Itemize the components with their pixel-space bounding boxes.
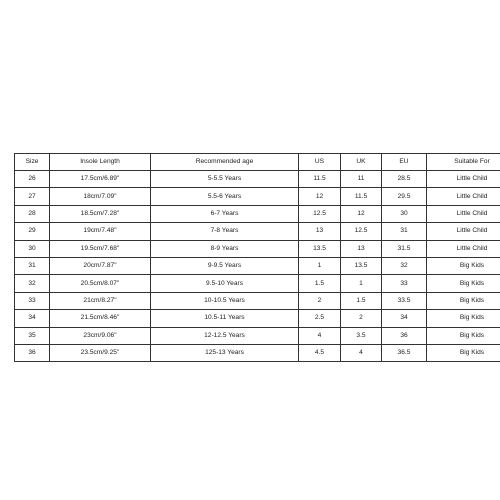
cell-us: 13.5 [299, 240, 341, 257]
cell-size: 31 [15, 257, 50, 274]
cell-eu: 36 [382, 327, 427, 344]
cell-size: 27 [15, 188, 50, 205]
cell-recommended-age: 9-9.5 Years [151, 257, 299, 274]
cell-uk: 1.5 [341, 292, 382, 309]
cell-suitable-for: Big Kids [427, 310, 500, 327]
cell-us: 1 [299, 257, 341, 274]
cell-suitable-for: Little Child [427, 223, 500, 240]
cell-recommended-age: 5-5.5 Years [151, 171, 299, 188]
cell-suitable-for: Little Child [427, 205, 500, 222]
cell-size: 34 [15, 310, 50, 327]
cell-insole-length: 21cm/8.27" [50, 292, 151, 309]
size-chart-table [14, 153, 500, 362]
cell-recommended-age: 5.5-6 Years [151, 188, 299, 205]
cell-suitable-for: Big Kids [427, 292, 500, 309]
cell-uk: 11.5 [341, 188, 382, 205]
cell-suitable-for: Big Kids [427, 327, 500, 344]
cell-recommended-age: 10.5-11 Years [151, 310, 299, 327]
header-eu: EU [382, 154, 427, 171]
cell-eu: 34 [382, 310, 427, 327]
cell-suitable-for: Big Kids [427, 275, 500, 292]
cell-eu: 33.5 [382, 292, 427, 309]
header-suitable-for: Suitable For [427, 154, 500, 171]
cell-insole-length: 19cm/7.48" [50, 223, 151, 240]
cell-us: 2.5 [299, 310, 341, 327]
header-row [15, 154, 500, 171]
cell-suitable-for: Big Kids [427, 257, 500, 274]
cell-recommended-age: 125-13 Years [151, 344, 299, 361]
cell-uk: 12.5 [341, 223, 382, 240]
table-row [15, 188, 500, 205]
cell-suitable-for: Little Child [427, 188, 500, 205]
cell-insole-length: 18.5cm/7.28" [50, 205, 151, 222]
cell-uk: 2 [341, 310, 382, 327]
cell-eu: 31 [382, 223, 427, 240]
cell-eu: 30 [382, 205, 427, 222]
cell-recommended-age: 6-7 Years [151, 205, 299, 222]
header-recommended-age: Recommended age [151, 154, 299, 171]
cell-size: 32 [15, 275, 50, 292]
cell-size: 26 [15, 171, 50, 188]
table-row [15, 292, 500, 309]
cell-eu: 36.5 [382, 344, 427, 361]
cell-us: 1.5 [299, 275, 341, 292]
cell-uk: 13 [341, 240, 382, 257]
cell-uk: 3.5 [341, 327, 382, 344]
cell-uk: 11 [341, 171, 382, 188]
cell-us: 12 [299, 188, 341, 205]
table-row [15, 257, 500, 274]
table-row [15, 223, 500, 240]
cell-suitable-for: Little Child [427, 171, 500, 188]
cell-us: 2 [299, 292, 341, 309]
cell-insole-length: 20cm/7.87" [50, 257, 151, 274]
cell-uk: 12 [341, 205, 382, 222]
cell-size: 29 [15, 223, 50, 240]
cell-size: 36 [15, 344, 50, 361]
cell-size: 28 [15, 205, 50, 222]
cell-us: 13 [299, 223, 341, 240]
cell-size: 33 [15, 292, 50, 309]
cell-size: 35 [15, 327, 50, 344]
cell-recommended-age: 12-12.5 Years [151, 327, 299, 344]
header-size: Size [15, 154, 50, 171]
cell-recommended-age: 8-9 Years [151, 240, 299, 257]
table-row [15, 205, 500, 222]
cell-eu: 31.5 [382, 240, 427, 257]
header-uk: UK [341, 154, 382, 171]
cell-insole-length: 20.5cm/8.07" [50, 275, 151, 292]
cell-eu: 32 [382, 257, 427, 274]
cell-insole-length: 17.5cm/6.89" [50, 171, 151, 188]
cell-us: 12.5 [299, 205, 341, 222]
cell-us: 4 [299, 327, 341, 344]
cell-insole-length: 21.5cm/8.46" [50, 310, 151, 327]
cell-insole-length: 18cm/7.09" [50, 188, 151, 205]
table-row [15, 327, 500, 344]
cell-uk: 13.5 [341, 257, 382, 274]
header-us: US [299, 154, 341, 171]
cell-suitable-for: Little Child [427, 240, 500, 257]
cell-insole-length: 23cm/9.06" [50, 327, 151, 344]
table-row [15, 171, 500, 188]
table-row [15, 275, 500, 292]
cell-size: 30 [15, 240, 50, 257]
cell-uk: 4 [341, 344, 382, 361]
cell-recommended-age: 7-8 Years [151, 223, 299, 240]
cell-suitable-for: Big Kids [427, 344, 500, 361]
header-insole-length: Insole Length [50, 154, 151, 171]
cell-recommended-age: 9.5-10 Years [151, 275, 299, 292]
cell-eu: 29.5 [382, 188, 427, 205]
cell-eu: 28.5 [382, 171, 427, 188]
cell-recommended-age: 10-10.5 Years [151, 292, 299, 309]
cell-eu: 33 [382, 275, 427, 292]
cell-us: 11.5 [299, 171, 341, 188]
table-row [15, 240, 500, 257]
table-row [15, 344, 500, 361]
cell-uk: 1 [341, 275, 382, 292]
table-row [15, 310, 500, 327]
cell-insole-length: 23.5cm/9.25" [50, 344, 151, 361]
cell-us: 4.5 [299, 344, 341, 361]
cell-insole-length: 19.5cm/7.68" [50, 240, 151, 257]
